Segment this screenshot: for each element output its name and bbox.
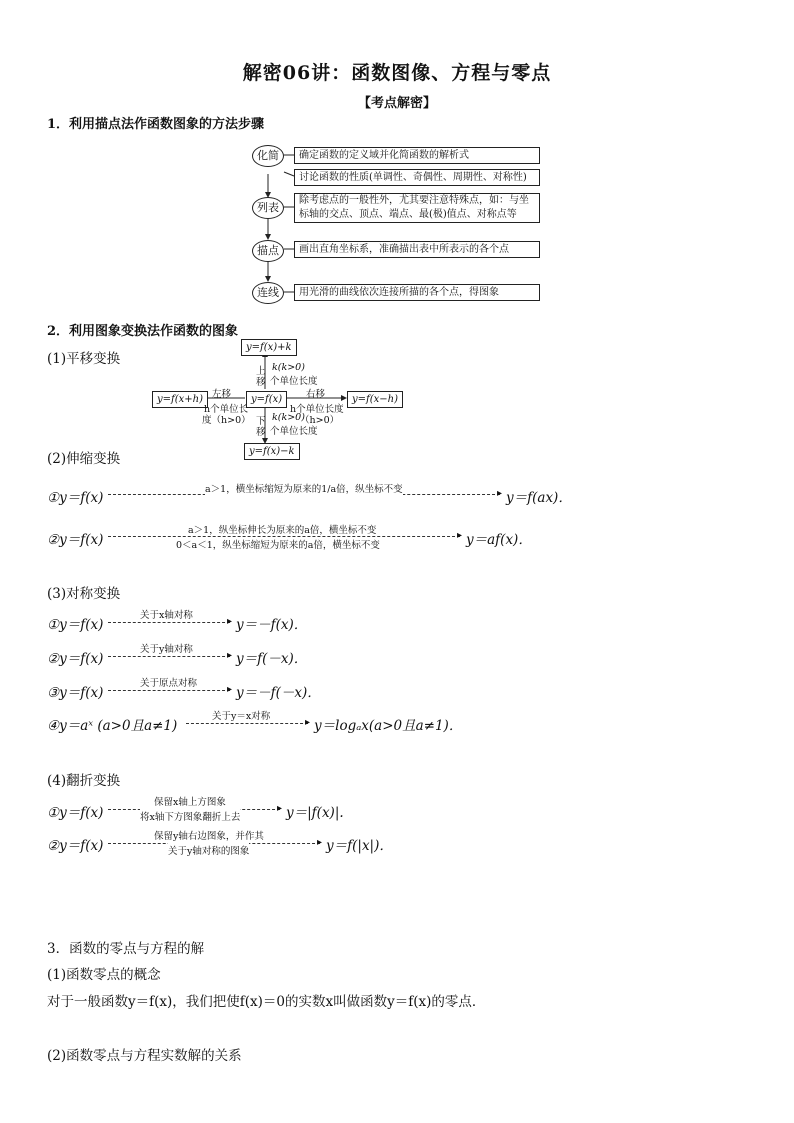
sym-row1-cond: 关于x轴对称: [140, 607, 193, 621]
trans-up-box: y=f(x)+k: [241, 339, 297, 356]
section3-p1-label: (1)函数零点的概念: [47, 967, 161, 983]
arrowhead-icon: ▸: [227, 684, 233, 695]
trans-down-cond1: k(k>0): [272, 412, 305, 423]
stretch-eq2-right: y＝af(x)．: [466, 532, 532, 548]
sym-row2-arrow: [108, 656, 230, 657]
flip-row2-left: ②y＝f(x): [47, 838, 104, 854]
sym-row4-cond: 关于y＝x对称: [212, 708, 270, 722]
stretch-label: (2)伸缩变换: [47, 451, 121, 467]
section3-p1-text: 对于一般函数y＝f(x)，我们把使f(x)＝0的实数x叫做函数y＝f(x)的零点．: [47, 994, 486, 1010]
flip-row1-left: ①y＝f(x): [47, 805, 104, 821]
sym-row4-right: y＝logₐx(a>0且a≠1)．: [314, 718, 463, 734]
page-subtitle: 【考点解密】: [357, 96, 436, 111]
stretch-eq2-cond1: a＞1，纵坐标伸长为原来的a倍，横坐标不变: [188, 522, 376, 536]
arrowhead-icon: ▸: [227, 650, 233, 661]
symmetry-label: (3)对称变换: [47, 586, 121, 602]
step-oval-table: 列表: [252, 197, 284, 219]
arrowhead-icon: ▸: [227, 616, 233, 627]
sym-row1-arrow: [108, 622, 230, 623]
translation-label: (1)平移变换: [47, 351, 121, 367]
trans-up-cond2: 个单位长度: [270, 376, 318, 387]
trans-right-bot1: h个单位长度: [290, 404, 344, 415]
sym-row4-arrow: [186, 723, 308, 724]
page-title: 解密06讲：函数图像、方程与零点: [242, 62, 552, 84]
sym-row4-left: ④y＝aˣ (a>0且a≠1): [47, 718, 178, 734]
step-box-simplify-2: 讨论函数的性质(单调性、奇偶性、周期性、对称性): [294, 169, 540, 186]
stretch-eq1-right: y＝f(ax)．: [506, 490, 572, 506]
flip-row2-cond1: 保留y轴右边图象，并作其: [154, 828, 264, 842]
step-box-table-line1: 除考虑点的一般性外，尤其要注意特殊点，如：与坐: [299, 195, 529, 206]
trans-left-top: 左移: [212, 389, 232, 400]
trans-down-text2: 移: [256, 427, 266, 438]
sym-row3-arrow: [108, 690, 230, 691]
trans-right-bot2: （h>0）: [300, 415, 340, 426]
flip-label: (4)翻折变换: [47, 773, 121, 789]
section3-p2-label: (2)函数零点与方程实数解的关系: [47, 1048, 242, 1064]
flip-row1-cond1: 保留x轴上方图象: [154, 794, 226, 808]
sym-row2-left: ②y＝f(x): [47, 651, 104, 667]
stretch-eq2-cond2: 0＜a＜1，纵坐标缩短为原来的a倍，横坐标不变: [176, 537, 380, 551]
sym-row3-right: y＝－f(－x)．: [236, 685, 321, 701]
step-box-simplify-1: 确定函数的定义域并化简函数的解析式: [294, 147, 540, 164]
trans-down-cond2: 个单位长度: [270, 426, 318, 437]
step-oval-simplify: 化简: [252, 145, 284, 167]
trans-up-text1: 上: [256, 366, 266, 377]
trans-up-text2: 移: [256, 377, 266, 388]
trans-left-bot2: 度（h>0）: [202, 415, 251, 426]
step-box-connect: 用光滑的曲线依次连接所描的各个点，得图象: [294, 284, 540, 301]
step-oval-plot: 描点: [252, 240, 284, 262]
stretch-eq1-left: ①y＝f(x): [47, 490, 104, 506]
arrowhead-icon: ▸: [497, 488, 503, 499]
sym-row3-left: ③y＝f(x): [47, 685, 104, 701]
section1-heading: 1．利用描点法作函数图象的方法步骤: [47, 117, 265, 132]
sym-row1-left: ①y＝f(x): [47, 617, 104, 633]
section2-heading: 2．利用图象变换法作函数的图象: [47, 324, 239, 339]
arrowhead-icon: ▸: [305, 717, 311, 728]
trans-center-box: y=f(x): [246, 391, 287, 408]
trans-down-box: y=f(x)−k: [244, 443, 300, 460]
trans-up-cond1: k(k>0): [272, 362, 305, 373]
step-box-table-line2: 标轴的交点、顶点、端点、最(极)值点、对称点等: [299, 209, 517, 220]
sym-row1-right: y＝－f(x)．: [236, 617, 308, 633]
step-oval-connect: 连线: [252, 282, 284, 304]
flip-row1-cond2: 将x轴下方图象翻折上去: [140, 809, 240, 823]
arrowhead-icon: ▸: [277, 803, 283, 814]
sym-row3-cond: 关于原点对称: [140, 675, 197, 689]
trans-left-bot1: h个单位长: [204, 404, 249, 415]
flip-row2-right: y＝f(|x|)．: [326, 838, 393, 854]
flip-row1-right: y＝|f(x)|.: [286, 805, 344, 821]
trans-right-box: y=f(x−h): [347, 391, 403, 408]
stretch-eq1-cond: a＞1，横坐标缩短为原来的1/a倍，纵坐标不变: [205, 481, 403, 495]
trans-right-top: 右移: [306, 389, 326, 400]
sym-row2-cond: 关于y轴对称: [140, 641, 193, 655]
stretch-eq2-left: ②y＝f(x): [47, 532, 104, 548]
arrowhead-icon: ▸: [317, 837, 323, 848]
step-box-table: [294, 193, 540, 223]
sym-row2-right: y＝f(－x)．: [236, 651, 308, 667]
step-box-plot: 画出直角坐标系，准确描出表中所表示的各个点: [294, 241, 540, 258]
flowchart-connectors: [250, 142, 550, 307]
arrowhead-icon: ▸: [457, 530, 463, 541]
section3-heading: 3．函数的零点与方程的解: [47, 941, 205, 957]
trans-left-box: y=f(x+h): [152, 391, 208, 408]
trans-down-text1: 下: [256, 416, 266, 427]
flip-row2-cond2: 关于y轴对称的图象: [168, 843, 249, 857]
